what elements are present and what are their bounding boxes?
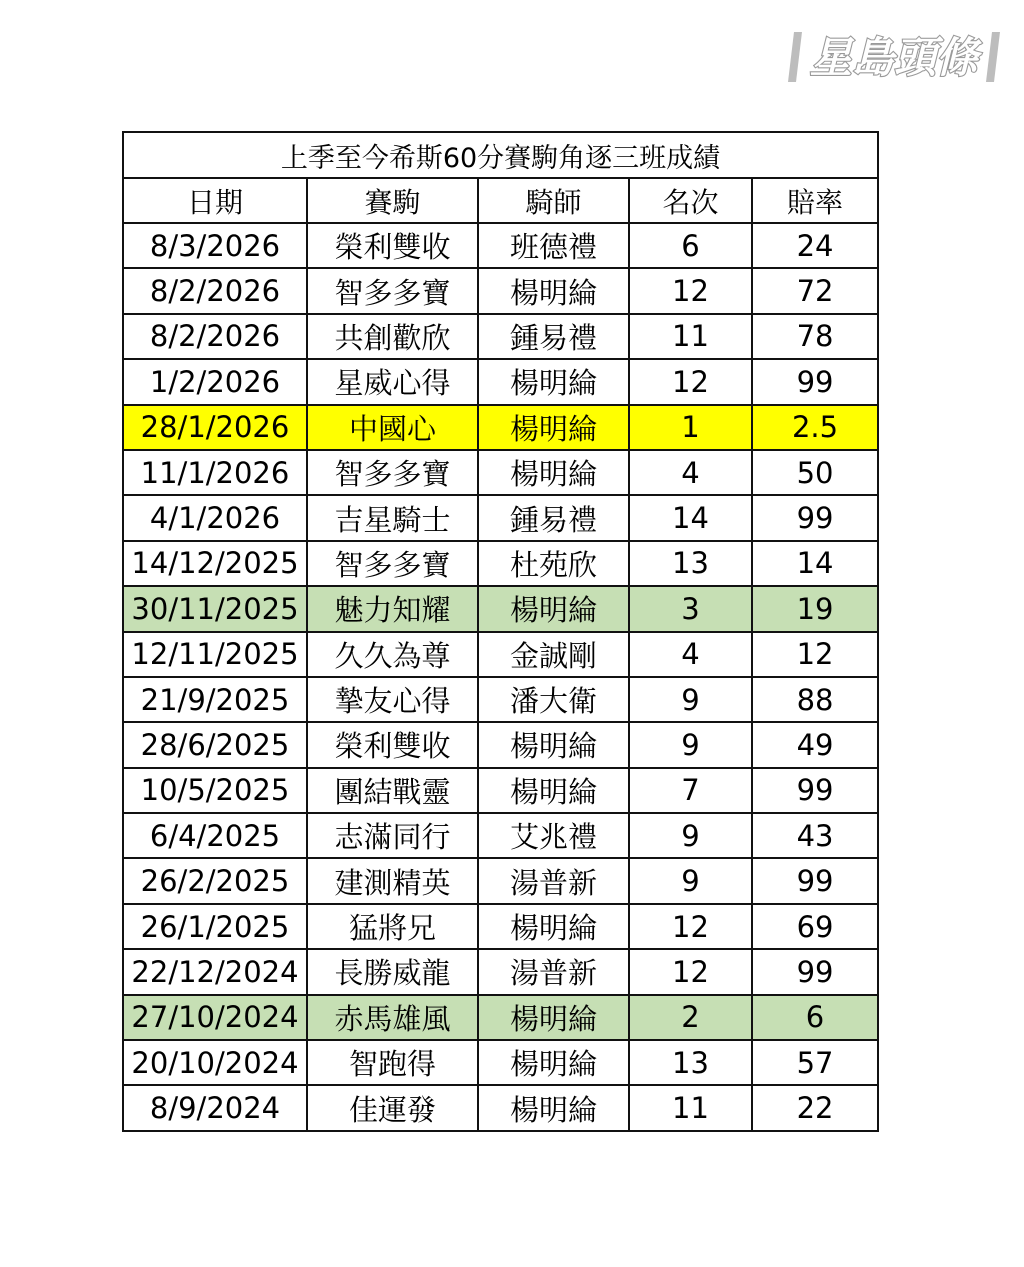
- cell-jockey: 楊明綸: [478, 450, 629, 495]
- cell-date: 8/2/2026: [123, 314, 307, 359]
- cell-jockey: 湯普新: [478, 949, 629, 994]
- table-row: [123, 359, 878, 404]
- cell-date: 26/1/2025: [123, 904, 307, 949]
- cell-date: 20/10/2024: [123, 1040, 307, 1085]
- cell-horse: 志滿同行: [307, 813, 478, 858]
- brand-logo: [788, 28, 1006, 86]
- table-row: [123, 949, 878, 994]
- cell-date: 30/11/2025: [123, 586, 307, 631]
- table-row: [123, 995, 878, 1040]
- cell-horse: 久久為尊: [307, 632, 478, 677]
- cell-horse: 佳運發: [307, 1085, 478, 1130]
- cell-jockey: 楊明綸: [478, 722, 629, 767]
- cell-horse: 智多多寶: [307, 268, 478, 313]
- cell-horse: 建測精英: [307, 858, 478, 903]
- table-row: [123, 722, 878, 767]
- cell-date: 28/6/2025: [123, 722, 307, 767]
- cell-date: 14/12/2025: [123, 541, 307, 586]
- cell-place: 11: [629, 314, 752, 359]
- cell-date: 26/2/2025: [123, 858, 307, 903]
- cell-place: 6: [629, 223, 752, 268]
- table-row: [123, 541, 878, 586]
- cell-horse: 榮利雙收: [307, 223, 478, 268]
- cell-date: 8/3/2026: [123, 223, 307, 268]
- cell-odds: 57: [752, 1040, 878, 1085]
- cell-odds: 49: [752, 722, 878, 767]
- cell-horse: 榮利雙收: [307, 722, 478, 767]
- header-place: 名次: [629, 178, 752, 223]
- cell-odds: 99: [752, 768, 878, 813]
- cell-jockey: 楊明綸: [478, 405, 629, 450]
- cell-date: 6/4/2025: [123, 813, 307, 858]
- cell-odds: 24: [752, 223, 878, 268]
- cell-date: 4/1/2026: [123, 495, 307, 540]
- results-table-container: [122, 131, 877, 1132]
- cell-jockey: 楊明綸: [478, 995, 629, 1040]
- cell-date: 28/1/2026: [123, 405, 307, 450]
- cell-place: 1: [629, 405, 752, 450]
- cell-place: 11: [629, 1085, 752, 1130]
- cell-place: 12: [629, 949, 752, 994]
- cell-jockey: 楊明綸: [478, 359, 629, 404]
- cell-odds: 88: [752, 677, 878, 722]
- table-row: [123, 223, 878, 268]
- cell-jockey: 楊明綸: [478, 268, 629, 313]
- cell-horse: 中國心: [307, 405, 478, 450]
- cell-odds: 12: [752, 632, 878, 677]
- cell-jockey: 艾兆禮: [478, 813, 629, 858]
- table-row: [123, 314, 878, 359]
- cell-place: 7: [629, 768, 752, 813]
- cell-horse: 智多多寶: [307, 541, 478, 586]
- cell-horse: 吉星騎士: [307, 495, 478, 540]
- table-title: 上季至今希斯60分賽駒角逐三班成績: [123, 132, 878, 178]
- table-title-row: [123, 132, 878, 178]
- cell-odds: 43: [752, 813, 878, 858]
- cell-jockey: 鍾易禮: [478, 314, 629, 359]
- cell-jockey: 楊明綸: [478, 1085, 629, 1130]
- cell-horse: 星威心得: [307, 359, 478, 404]
- cell-date: 8/9/2024: [123, 1085, 307, 1130]
- cell-jockey: 湯普新: [478, 858, 629, 903]
- header-jockey: 騎師: [478, 178, 629, 223]
- table-row: [123, 495, 878, 540]
- cell-date: 1/2/2026: [123, 359, 307, 404]
- table-row: [123, 586, 878, 631]
- cell-odds: 99: [752, 858, 878, 903]
- table-row: [123, 858, 878, 903]
- table-row: [123, 813, 878, 858]
- cell-place: 14: [629, 495, 752, 540]
- header-horse: 賽駒: [307, 178, 478, 223]
- cell-date: 10/5/2025: [123, 768, 307, 813]
- cell-jockey: 楊明綸: [478, 1040, 629, 1085]
- cell-horse: 智跑得: [307, 1040, 478, 1085]
- cell-place: 9: [629, 677, 752, 722]
- cell-place: 9: [629, 722, 752, 767]
- cell-jockey: 鍾易禮: [478, 495, 629, 540]
- results-table: [122, 131, 879, 1132]
- cell-odds: 99: [752, 949, 878, 994]
- cell-date: 22/12/2024: [123, 949, 307, 994]
- table-row: [123, 1085, 878, 1130]
- cell-jockey: 金誠剛: [478, 632, 629, 677]
- cell-place: 9: [629, 813, 752, 858]
- cell-date: 11/1/2026: [123, 450, 307, 495]
- brand-logo-mark: [788, 28, 1006, 86]
- cell-odds: 72: [752, 268, 878, 313]
- svg-text:星島頭條: 星島頭條: [809, 33, 979, 82]
- cell-place: 12: [629, 268, 752, 313]
- cell-place: 12: [629, 904, 752, 949]
- cell-odds: 99: [752, 359, 878, 404]
- cell-date: 21/9/2025: [123, 677, 307, 722]
- cell-horse: 團結戰靈: [307, 768, 478, 813]
- cell-odds: 19: [752, 586, 878, 631]
- cell-horse: 猛將兄: [307, 904, 478, 949]
- cell-place: 13: [629, 541, 752, 586]
- cell-jockey: 楊明綸: [478, 586, 629, 631]
- table-row: [123, 1040, 878, 1085]
- cell-place: 13: [629, 1040, 752, 1085]
- table-body: [123, 223, 878, 1131]
- cell-jockey: 潘大衛: [478, 677, 629, 722]
- table-row: [123, 904, 878, 949]
- cell-odds: 14: [752, 541, 878, 586]
- table-row: [123, 632, 878, 677]
- cell-odds: 78: [752, 314, 878, 359]
- cell-odds: 50: [752, 450, 878, 495]
- cell-place: 3: [629, 586, 752, 631]
- header-odds: 賠率: [752, 178, 878, 223]
- cell-horse: 共創歡欣: [307, 314, 478, 359]
- table-row: [123, 768, 878, 813]
- cell-place: 12: [629, 359, 752, 404]
- table-row: [123, 268, 878, 313]
- cell-odds: 99: [752, 495, 878, 540]
- cell-horse: 長勝威龍: [307, 949, 478, 994]
- cell-jockey: 楊明綸: [478, 904, 629, 949]
- cell-place: 4: [629, 632, 752, 677]
- cell-jockey: 楊明綸: [478, 768, 629, 813]
- cell-date: 8/2/2026: [123, 268, 307, 313]
- cell-horse: 智多多寶: [307, 450, 478, 495]
- cell-horse: 魅力知耀: [307, 586, 478, 631]
- cell-horse: 摯友心得: [307, 677, 478, 722]
- cell-date: 12/11/2025: [123, 632, 307, 677]
- header-date: 日期: [123, 178, 307, 223]
- table-header-row: [123, 178, 878, 223]
- cell-place: 4: [629, 450, 752, 495]
- cell-odds: 22: [752, 1085, 878, 1130]
- table-row: [123, 677, 878, 722]
- cell-horse: 赤馬雄風: [307, 995, 478, 1040]
- table-row: [123, 405, 878, 450]
- cell-date: 27/10/2024: [123, 995, 307, 1040]
- cell-jockey: 杜苑欣: [478, 541, 629, 586]
- cell-odds: 6: [752, 995, 878, 1040]
- cell-odds: 69: [752, 904, 878, 949]
- cell-place: 9: [629, 858, 752, 903]
- cell-odds: 2.5: [752, 405, 878, 450]
- cell-place: 2: [629, 995, 752, 1040]
- cell-jockey: 班德禮: [478, 223, 629, 268]
- table-row: [123, 450, 878, 495]
